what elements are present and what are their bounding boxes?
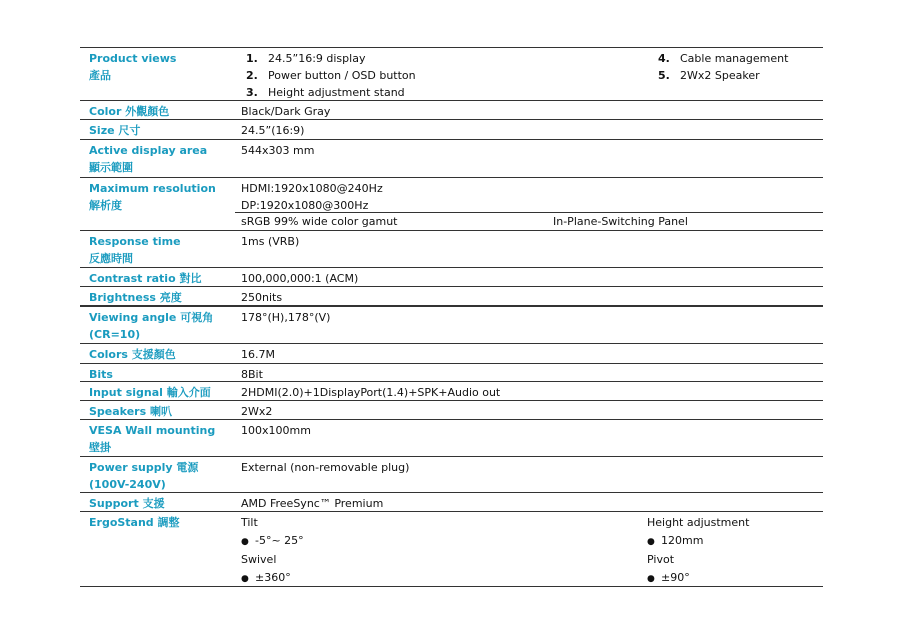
label-viewing-angle: Viewing angle 可視角 (CR=10) — [89, 311, 214, 341]
row-speakers — [80, 401, 823, 420]
product-view-list-left — [246, 50, 416, 101]
list-item: ● 120mm — [647, 532, 749, 552]
spec-table — [80, 47, 823, 587]
row-size — [80, 120, 823, 140]
value-bits: 8Bit — [241, 368, 263, 381]
value-support: AMD FreeSync™ Premium — [241, 497, 384, 510]
value-speakers: 2Wx2 — [241, 405, 273, 418]
label-max-resolution: Maximum resolution 解析度 — [89, 182, 216, 212]
label-ergostand: ErgoStand 調整 — [89, 516, 180, 529]
list-item: ● ±90° — [647, 569, 749, 589]
row-response-time — [80, 231, 823, 268]
row-power-supply — [80, 457, 823, 493]
label-active-area: Active display area 顯示範圍 — [89, 144, 208, 174]
value-color-gamut: sRGB 99% wide color gamut — [241, 215, 398, 228]
row-support — [80, 493, 823, 512]
list-item: 4. Cable management — [658, 52, 789, 65]
row-contrast — [80, 268, 823, 287]
row-active-area — [80, 140, 823, 178]
value-contrast: 100,000,000:1 (ACM) — [241, 272, 359, 285]
product-view-list-right — [658, 50, 788, 84]
row-vesa — [80, 420, 823, 457]
label-size: Size 尺寸 — [89, 124, 141, 137]
bullet-icon: ● — [647, 536, 655, 547]
row-color — [80, 101, 823, 120]
bullet-icon: ● — [241, 536, 249, 547]
list-item: 1. 24.5”16:9 display — [246, 52, 366, 65]
label-response-time: Response time 反應時間 — [89, 235, 181, 265]
ergo-tilt-label: Tilt — [241, 516, 258, 529]
label-speakers: Speakers 喇叭 — [89, 405, 172, 418]
value-response-time: 1ms (VRB) — [241, 235, 300, 248]
value-brightness: 250nits — [241, 291, 283, 304]
value-viewing-angle: 178°(H),178°(V) — [241, 311, 331, 324]
label-support: Support 支援 — [89, 497, 165, 510]
row-max-resolution — [80, 178, 823, 231]
value-color: Black/Dark Gray — [241, 105, 331, 118]
label-bits: Bits — [89, 368, 113, 381]
label-contrast: Contrast ratio 對比 — [89, 272, 202, 285]
row-viewing-angle — [80, 307, 823, 344]
row-product-views — [80, 47, 823, 101]
value-active-area: 544x303 mm — [241, 144, 315, 157]
label-input-signal: Input signal 輸入介面 — [89, 386, 211, 399]
label-colors: Colors 支援顏色 — [89, 348, 176, 361]
row-input-signal — [80, 382, 823, 401]
list-item: 3. Height adjustment stand — [246, 86, 405, 99]
ergo-pivot-label: Pivot — [647, 553, 675, 566]
value-colors: 16.7M — [241, 348, 275, 361]
list-item: ● -5°~ 25° — [241, 532, 304, 552]
bullet-icon: ● — [241, 573, 249, 584]
label-color: Color 外觀顏色 — [89, 105, 170, 118]
value-input-signal: 2HDMI(2.0)+1DisplayPort(1.4)+SPK+Audio out — [241, 386, 501, 399]
ergo-right-column — [647, 514, 749, 588]
row-brightness — [80, 287, 823, 307]
value-size: 24.5”(16:9) — [241, 124, 305, 137]
ergo-height-label: Height adjustment — [647, 516, 750, 529]
value-power-supply: External (non-removable plug) — [241, 461, 410, 474]
label-vesa: VESA Wall mounting 壁掛 — [89, 424, 216, 454]
value-max-resolution: HDMI:1920x1080@240Hz DP:1920x1080@300Hz — [241, 182, 383, 212]
value-panel-type: In-Plane-Switching Panel — [553, 215, 688, 228]
bullet-icon: ● — [647, 573, 655, 584]
row-bits — [80, 364, 823, 382]
list-item: ● ±360° — [241, 569, 304, 589]
ergo-left-column — [241, 514, 304, 588]
value-vesa: 100x100mm — [241, 424, 311, 437]
label-product-views: Product views 產品 — [89, 52, 177, 82]
row-colors — [80, 344, 823, 364]
label-brightness: Brightness 亮度 — [89, 291, 182, 304]
row-ergostand — [80, 512, 823, 587]
label-power-supply: Power supply 電源 (100V-240V) — [89, 461, 199, 491]
list-item: 2. Power button / OSD button — [246, 69, 416, 82]
ergo-swivel-label: Swivel — [241, 553, 277, 566]
list-item: 5. 2Wx2 Speaker — [658, 69, 760, 82]
